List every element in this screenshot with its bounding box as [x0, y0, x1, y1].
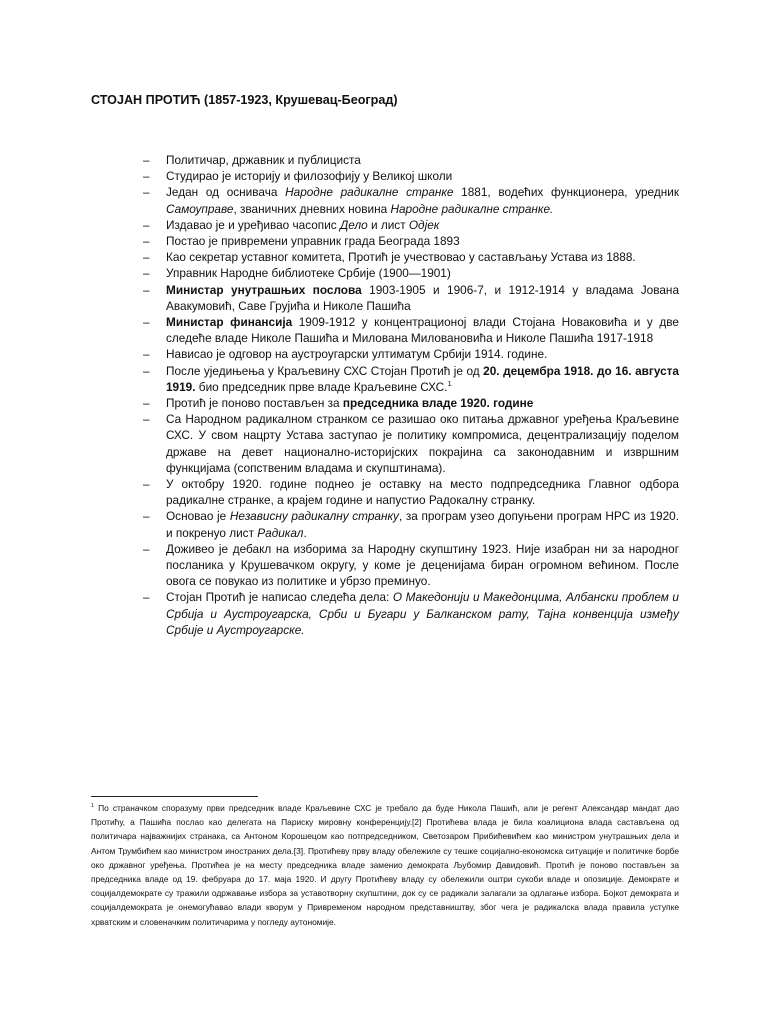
list-item-text: О Македонији и Македонцима, Албански проблем и Србија и Аустроугарска, Срби и Бугари у Балканском рату, Тајна конвенција између Србије и Аустроугарске.	[166, 590, 679, 637]
list-item-text: Народне радикалне странке	[285, 185, 454, 200]
list-item-text: Народне радикалне странке.	[390, 201, 554, 216]
list-item-text: Са Народном радикалном странком се разишао око питања државног уређења Краљевине СХС. У свом нацрту Устава заступао је политику компромиса, децентрализацију поделом државе на девет национално-историјских покрајина са законодавним и извршним функцијама (сопственим владама и скупштинама).	[166, 412, 679, 475]
list-item	[143, 476, 679, 508]
list-item-text: Један од оснивача	[166, 185, 286, 200]
list-item	[143, 184, 679, 216]
footnote	[91, 801, 679, 929]
list-item-text: 20. децембра 1918. до 16. августа 1919.	[166, 363, 679, 394]
list-item-text: После уједињења у Краљевину СХС Стојан Протић је од	[166, 363, 484, 378]
list-item	[143, 314, 679, 346]
list-item-text: Самоуправе	[166, 201, 234, 216]
title-name: СТОЈАН ПРОТИЋ	[91, 93, 201, 107]
title-dates: (1857-1923, Крушевац-Београд)	[204, 93, 398, 107]
list-item-text: Радикал	[257, 525, 304, 540]
list-item-text: 1903-1905 и 1906-7, и 1912-1914 у владама Јована Авакумовић, Саве Грујића и Николе Пашића	[166, 282, 680, 313]
list-item	[143, 249, 679, 265]
footnote-divider	[91, 796, 258, 797]
list-item-text: Основао је	[166, 509, 230, 524]
list-item	[143, 152, 679, 168]
list-item-text: Министар финансија	[166, 315, 293, 330]
list-item	[143, 411, 679, 476]
list-item-text: Одјек	[408, 217, 440, 232]
list-item-text: био председник прве владе Краљевине СХС.	[195, 379, 448, 394]
list-item-text: .	[303, 525, 307, 540]
list-item-text: и лист	[367, 217, 409, 232]
list-item-text: Политичар, државник и публициста	[166, 153, 361, 167]
list-item-text: Независну радикалну странку	[229, 509, 399, 524]
list-item-text: Постао је привремени управник града Београда 1893	[166, 234, 460, 249]
list-item-text: Студирао је историју и филозофију у Великој школи	[166, 169, 453, 184]
list-item-text: председника владе 1920. године	[342, 396, 534, 411]
list-item-text: , званичних дневних новина	[233, 201, 391, 216]
list-item	[143, 168, 679, 184]
list-item-text: 1881, водећих функционера, уредник	[453, 185, 679, 200]
footnote-ref: 1	[447, 378, 452, 388]
list-item-text: Као секретар уставног комитета, Протић је учествовао у састављању Устава из 1888.	[166, 250, 636, 265]
list-item	[143, 395, 679, 411]
list-item	[143, 589, 679, 638]
list-item-text: 1909-1912 у концентрационој влади Стојана Новаковића и у две следеће владе Николе Пашића и Милована Миловановића и Николе Пашића 1917-1918	[166, 315, 679, 346]
list-item-text: Дело	[339, 217, 368, 232]
footnote-text: По страначком споразуму први председник владе Краљевине СХС је требало да буде Никола Пашић, али је регент Александар мандат дао Протићу, а Пашића послао као делегата на Париску мировну конференцију.[2] Протићева влада је била коалициона влада састављена од политичара најважнијих странака, са Антоном Корошецом као потпредседником, Светозаром Прибићевићем као министром унутрашњих дела и Антом Трумбићем као министром иностраних дела.[3]. Протићеву прву владу обележиле су тешке социјално-економска ситуације и политичке борбе око државног уређења. Протићеа је на месту председника владе заменио демократа Љубомир Давидовић. Протић је поново постављен за председника владе од 19. фебруара до 17. маја 1920. И другу Протићеву владу су обележили оштри сукоби владе и опозиције. Демократе и социјалдемократе су тражили одржавање избора за уставотворну скупштини, док су се радикали залагали за одлагање избора. Бојкот демократа и социјалдемократа је онемогућавао влади кворум у Привременом народном представништву, због чега је радикалска влада правила уступке хрватским и словеначким политичарима у погледу аутономије.	[91, 803, 679, 927]
list-item-text: Стојан Протић је написао следећа дела:	[166, 590, 393, 605]
list-item-text: Министар унутрашњих послова	[166, 282, 362, 297]
list-item-text: Управник Народне библиотеке Србије (1900—1901)	[166, 266, 451, 281]
list-item	[143, 265, 679, 281]
list-item	[143, 346, 679, 362]
list-item	[143, 541, 679, 590]
list-item-text: У октобру 1920. године поднео је оставку на место подпредседника Главног одбора радикалне странке, а крајем године и напустио Радокалну странку.	[166, 477, 679, 508]
list-item	[143, 508, 679, 540]
bullet-list	[143, 152, 679, 638]
page-title	[91, 93, 398, 107]
list-item-text: Нависао је одговор на аустроугарски ултиматум Србији 1914. године.	[166, 347, 548, 362]
list-item	[143, 282, 679, 314]
list-item	[143, 217, 679, 233]
list-item-text: , за програм узео допуњени програм НРС из 1920. и покренуо лист	[166, 509, 679, 540]
list-item-text: Доживео је дебакл на изборима за Народну скупштину 1923. Није изабран ни за народног посланика у Крушевачком округу, у коме је деценијама биран огромном већином. После овога се повукао из политике и убрзо преминуо.	[166, 541, 679, 589]
list-item	[143, 233, 679, 249]
list-item-text: Протић је поново постављен за	[166, 396, 343, 411]
list-item	[143, 363, 679, 395]
list-item-text: Издавао је и уређивао часопис	[166, 217, 340, 232]
footnote-marker: 1	[91, 803, 95, 810]
